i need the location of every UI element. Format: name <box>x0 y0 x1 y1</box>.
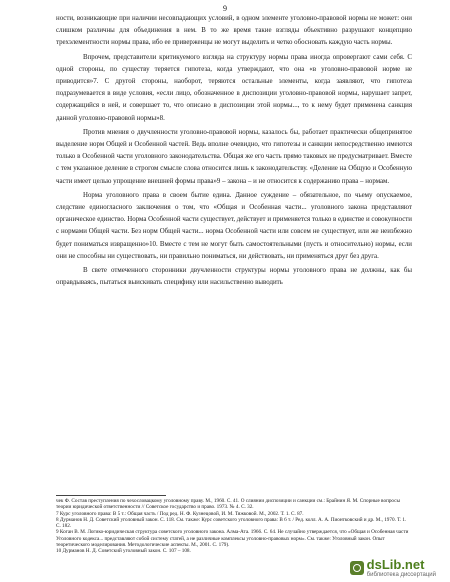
paragraph: В свете отмеченного сторонники двучленности структуры нормы уголовного права не должны, как бы оправдываясь, пытаться выискивать специфику или насильственно выводить <box>56 267 412 287</box>
footnote: 8 Дурманов Н. Д. Советский уголовный закон. С. 118. См. также: Курс советского уголовного права: В 6 т. / Ред. колл. А. А. Пионтковский и др. М., 1970. Т. 1. С. 182. <box>56 516 407 530</box>
footnote: 10 Дурманов Н. Д. Советский уголовный закон. С. 107 – 108. <box>56 548 191 555</box>
footnote: 9 Коган В. М. Логико-юридическая структура советского уголовного закона. Алма-Ата. 1966. С. 64. Не случайно утверждается, что «Общая и Особенная части Уголовного кодекса... представляют собой систему статей, а не различные комплексы уголовно-правовых норм». См. также: Уголовный закон. Опыт теоретического моделирования. Методологические аспекты. М., 2001. С. 179). <box>56 529 409 549</box>
footnote-divider <box>56 495 166 496</box>
paragraph: Норма уголовного права в своем бытие едина. Данное суждение – обязательное, по чьему опускаемое, следствие единогласного заключения о том, что «Общая и Особенная части... уголовного закона представляют органическое единство. Норма Особенной части существует, действует и применяется только в единстве и совокупности с нормами Общей части. Без норм Общей части... норма Особенной части или совсем не существует, или же неизбежно будет пониматься извращенно»10. Вместе с тем не могут быть самостоятельными (пусть и относительно) нормы, если они не способны ни существовать, ни правильно пониматься, ни действовать, ни применяться друг без друга. <box>56 191 412 260</box>
body-text <box>56 13 412 289</box>
footnote: чек Ф. Состав преступления по чехословацкому уголовному праву. М., 1960. С. 41. О слиянии диспозиции и санкции см.: Брайнин Я. М. Спорные вопросы теории юридической ответственности // Советское государство и право. 1973. № 4. С. 32. <box>56 498 400 511</box>
watermark-title: dsLib.net <box>366 557 425 572</box>
watermark-subtitle: библиотека диссертаций <box>366 572 436 578</box>
library-logo-icon <box>350 561 364 575</box>
paragraph: ности, возникающие при наличии несовпадающих условий, в одном элементе уголовно-правовой нормы не может: они слишком различны для объединения в нем. В то же время такие взгляды объективно разрушают концепцию трехэлементности нормы права, ибо ее приверженцы не могут выделить и четко обосновать каждую часть нормы. <box>56 15 412 47</box>
footnotes <box>56 498 412 555</box>
paragraph: Впрочем, представители критикуемого взгляда на структуру нормы права иногда опровергают сами себя. С одной стороны, по существу теряется гипотеза, когда утверждают, что она «в уголовно-правовой норме не приводится»7. С другой стороны, наоборот, теряются остальные элементы, когда заявляют, что гипотеза подразумевается в виде условия, «если лицо, обозначенное в диспозиции уголовно-правовой нормы, нарушает запрет, содержащийся в ней, и совершает то, что описано в диспозиции этой нормы..., то к нему будет применена санкция данной уголовно-правовой нормы»8. <box>56 53 412 122</box>
watermark <box>350 558 436 578</box>
paragraph: Против мнения о двучленности уголовно-правовой нормы, казалось бы, работает практически общепринятое выделение норм Общей и Особенной частей. Ведь вполне очевидно, что гипотезы и санкции непосредственно имеются только в Особенной части уголовного законодательства. Общая же его часть прямо таковых не предусматривает. Вместе с тем указанное деление в строгом смысле слова относится лишь к законодательству. «Деление на Общую и Особенную части имеет целью упрощение внешней формы права»9 – закона – и не относится к содержанию права – нормам. <box>56 128 412 185</box>
footnote: 7 Курс уголовного права: В 5 т.: Общая часть / Под ред. Н. Ф. Кузнецовой, И. М. Тяжковой. М., 2002. Т. 1. С. 87. <box>56 510 304 517</box>
page-number: 9 <box>223 4 227 13</box>
